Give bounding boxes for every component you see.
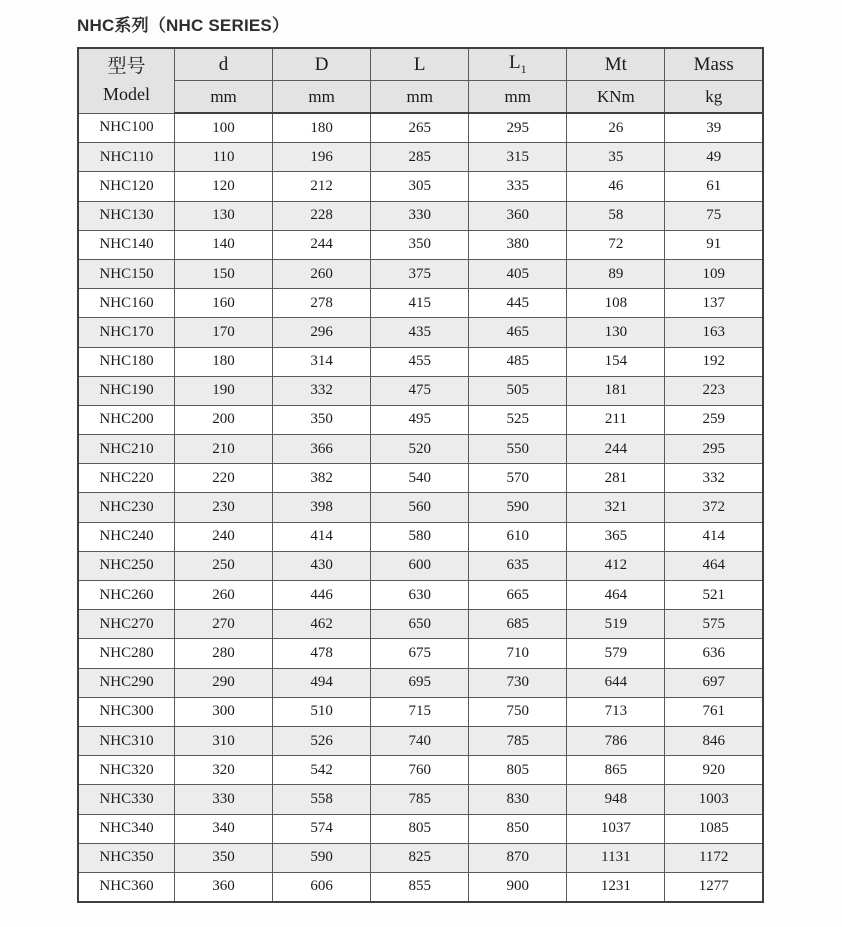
value-cell: 290 [175,668,273,697]
value-cell: 644 [567,668,665,697]
value-cell: 495 [371,405,469,434]
value-cell: 375 [371,259,469,288]
value-cell: 526 [273,726,371,755]
value-cell: 270 [175,610,273,639]
table-row [78,639,763,668]
value-cell: 360 [469,201,567,230]
table-row [78,318,763,347]
value-cell: 685 [469,610,567,639]
value-cell: 600 [371,551,469,580]
value-cell: 46 [567,172,665,201]
column-unit-mm: mm [469,81,567,114]
value-cell: 35 [567,143,665,172]
column-label-subscript: 1 [520,61,527,76]
value-cell: 485 [469,347,567,376]
value-cell: 475 [371,376,469,405]
model-cell: NHC200 [78,405,175,434]
value-cell: 350 [175,843,273,872]
value-cell: 1131 [567,843,665,872]
model-cell: NHC250 [78,551,175,580]
table-row [78,756,763,785]
value-cell: 715 [371,697,469,726]
value-cell: 278 [273,289,371,318]
value-cell: 300 [175,697,273,726]
value-cell: 414 [273,522,371,551]
table-row [78,785,763,814]
value-cell: 310 [175,726,273,755]
table-row [78,872,763,902]
table-row [78,610,763,639]
value-cell: 240 [175,522,273,551]
value-cell: 58 [567,201,665,230]
model-cell: NHC150 [78,259,175,288]
value-cell: 281 [567,464,665,493]
page [0,11,842,903]
model-cell: NHC340 [78,814,175,843]
value-cell: 590 [469,493,567,522]
value-cell: 575 [665,610,763,639]
table-row [78,347,763,376]
table-row [78,172,763,201]
value-cell: 75 [665,201,763,230]
model-cell: NHC130 [78,201,175,230]
table-row [78,143,763,172]
value-cell: 464 [567,581,665,610]
value-cell: 260 [273,259,371,288]
value-cell: 846 [665,726,763,755]
value-cell: 154 [567,347,665,376]
table-row [78,522,763,551]
value-cell: 606 [273,872,371,902]
model-cell: NHC110 [78,143,175,172]
model-cell: NHC160 [78,289,175,318]
value-cell: 230 [175,493,273,522]
value-cell: 740 [371,726,469,755]
value-cell: 330 [371,201,469,230]
value-cell: 398 [273,493,371,522]
value-cell: 1037 [567,814,665,843]
header-labels-row [78,48,763,81]
value-cell: 108 [567,289,665,318]
value-cell: 430 [273,551,371,580]
value-cell: 192 [665,347,763,376]
value-cell: 650 [371,610,469,639]
value-cell: 305 [371,172,469,201]
value-cell: 150 [175,259,273,288]
table-row [78,814,763,843]
value-cell: 280 [175,639,273,668]
column-label-d: D [273,48,371,81]
value-cell: 321 [567,493,665,522]
value-cell: 710 [469,639,567,668]
model-cell: NHC230 [78,493,175,522]
column-unit-mm: mm [371,81,469,114]
value-cell: 228 [273,201,371,230]
column-label-d: d [175,48,273,81]
page-title: NHC系列（NHC SERIES） [77,16,290,35]
value-cell: 200 [175,405,273,434]
value-cell: 574 [273,814,371,843]
value-cell: 785 [371,785,469,814]
value-cell: 190 [175,376,273,405]
value-cell: 560 [371,493,469,522]
model-cell: NHC320 [78,756,175,785]
table-row [78,230,763,259]
value-cell: 494 [273,668,371,697]
table-row [78,843,763,872]
model-cell: NHC140 [78,230,175,259]
value-cell: 366 [273,435,371,464]
value-cell: 109 [665,259,763,288]
value-cell: 320 [175,756,273,785]
table-row [78,551,763,580]
value-cell: 350 [371,230,469,259]
value-cell: 446 [273,581,371,610]
column-unit-kg: kg [665,81,763,114]
value-cell: 160 [175,289,273,318]
model-cell: NHC330 [78,785,175,814]
table-row [78,435,763,464]
column-label-mass: Mass [665,48,763,81]
value-cell: 825 [371,843,469,872]
column-label-mt: Mt [567,48,665,81]
column-label-l: L [371,48,469,81]
value-cell: 590 [273,843,371,872]
table-row [78,726,763,755]
value-cell: 478 [273,639,371,668]
table-row [78,113,763,143]
value-cell: 72 [567,230,665,259]
value-cell: 948 [567,785,665,814]
model-cell: NHC100 [78,113,175,143]
value-cell: 1231 [567,872,665,902]
value-cell: 140 [175,230,273,259]
model-cell: NHC300 [78,697,175,726]
value-cell: 244 [273,230,371,259]
value-cell: 865 [567,756,665,785]
value-cell: 332 [665,464,763,493]
value-cell: 335 [469,172,567,201]
value-cell: 91 [665,230,763,259]
value-cell: 435 [371,318,469,347]
model-cell: NHC280 [78,639,175,668]
value-cell: 519 [567,610,665,639]
table-row [78,259,763,288]
value-cell: 635 [469,551,567,580]
value-cell: 89 [567,259,665,288]
table-row [78,668,763,697]
table-row [78,581,763,610]
value-cell: 315 [469,143,567,172]
model-cell: NHC240 [78,522,175,551]
value-cell: 39 [665,113,763,143]
spec-table [77,47,764,903]
value-cell: 1172 [665,843,763,872]
value-cell: 521 [665,581,763,610]
value-cell: 636 [665,639,763,668]
value-cell: 250 [175,551,273,580]
value-cell: 730 [469,668,567,697]
value-cell: 120 [175,172,273,201]
value-cell: 265 [371,113,469,143]
value-cell: 210 [175,435,273,464]
value-cell: 786 [567,726,665,755]
value-cell: 412 [567,551,665,580]
value-cell: 360 [175,872,273,902]
value-cell: 223 [665,376,763,405]
value-cell: 713 [567,697,665,726]
value-cell: 805 [469,756,567,785]
value-cell: 550 [469,435,567,464]
value-cell: 295 [469,113,567,143]
model-cell: NHC120 [78,172,175,201]
value-cell: 505 [469,376,567,405]
value-cell: 900 [469,872,567,902]
model-cell: NHC190 [78,376,175,405]
table-header [78,48,763,113]
value-cell: 855 [371,872,469,902]
value-cell: 850 [469,814,567,843]
table-row [78,493,763,522]
model-header-zh: 型号 [107,56,146,78]
value-cell: 61 [665,172,763,201]
table-body [78,113,763,902]
table-row [78,405,763,434]
value-cell: 579 [567,639,665,668]
value-cell: 462 [273,610,371,639]
value-cell: 1085 [665,814,763,843]
value-cell: 415 [371,289,469,318]
model-cell: NHC310 [78,726,175,755]
model-cell: NHC210 [78,435,175,464]
value-cell: 380 [469,230,567,259]
value-cell: 610 [469,522,567,551]
value-cell: 697 [665,668,763,697]
value-cell: 525 [469,405,567,434]
table-row [78,289,763,318]
value-cell: 382 [273,464,371,493]
value-cell: 260 [175,581,273,610]
value-cell: 244 [567,435,665,464]
value-cell: 180 [175,347,273,376]
model-cell: NHC270 [78,610,175,639]
value-cell: 296 [273,318,371,347]
value-cell: 750 [469,697,567,726]
value-cell: 170 [175,318,273,347]
model-cell: NHC350 [78,843,175,872]
model-cell: NHC360 [78,872,175,902]
value-cell: 465 [469,318,567,347]
value-cell: 259 [665,405,763,434]
value-cell: 100 [175,113,273,143]
value-cell: 760 [371,756,469,785]
table-row [78,464,763,493]
value-cell: 332 [273,376,371,405]
value-cell: 330 [175,785,273,814]
value-cell: 570 [469,464,567,493]
model-cell: NHC170 [78,318,175,347]
model-header-en: Model [103,83,150,104]
value-cell: 830 [469,785,567,814]
value-cell: 520 [371,435,469,464]
value-cell: 350 [273,405,371,434]
model-cell: NHC180 [78,347,175,376]
value-cell: 1003 [665,785,763,814]
value-cell: 340 [175,814,273,843]
value-cell: 196 [273,143,371,172]
value-cell: 295 [665,435,763,464]
value-cell: 540 [371,464,469,493]
value-cell: 920 [665,756,763,785]
column-unit-knm: KNm [567,81,665,114]
value-cell: 405 [469,259,567,288]
value-cell: 314 [273,347,371,376]
value-cell: 870 [469,843,567,872]
header-units-row [78,81,763,114]
value-cell: 580 [371,522,469,551]
value-cell: 675 [371,639,469,668]
value-cell: 163 [665,318,763,347]
value-cell: 414 [665,522,763,551]
value-cell: 464 [665,551,763,580]
model-column-header [78,48,175,113]
value-cell: 180 [273,113,371,143]
value-cell: 130 [567,318,665,347]
value-cell: 137 [665,289,763,318]
table-row [78,201,763,230]
column-unit-mm: mm [273,81,371,114]
value-cell: 445 [469,289,567,318]
value-cell: 761 [665,697,763,726]
value-cell: 130 [175,201,273,230]
model-cell: NHC220 [78,464,175,493]
value-cell: 510 [273,697,371,726]
value-cell: 665 [469,581,567,610]
value-cell: 26 [567,113,665,143]
value-cell: 181 [567,376,665,405]
value-cell: 630 [371,581,469,610]
value-cell: 110 [175,143,273,172]
value-cell: 695 [371,668,469,697]
value-cell: 558 [273,785,371,814]
table-row [78,376,763,405]
value-cell: 455 [371,347,469,376]
value-cell: 805 [371,814,469,843]
value-cell: 365 [567,522,665,551]
table-row [78,697,763,726]
value-cell: 212 [273,172,371,201]
value-cell: 220 [175,464,273,493]
column-label-l1: $L_1$ [469,48,567,81]
model-cell: NHC260 [78,581,175,610]
model-cell: NHC290 [78,668,175,697]
value-cell: 542 [273,756,371,785]
value-cell: 285 [371,143,469,172]
column-unit-mm: mm [175,81,273,114]
value-cell: 211 [567,405,665,434]
value-cell: 1277 [665,872,763,902]
value-cell: 785 [469,726,567,755]
value-cell: 49 [665,143,763,172]
value-cell: 372 [665,493,763,522]
